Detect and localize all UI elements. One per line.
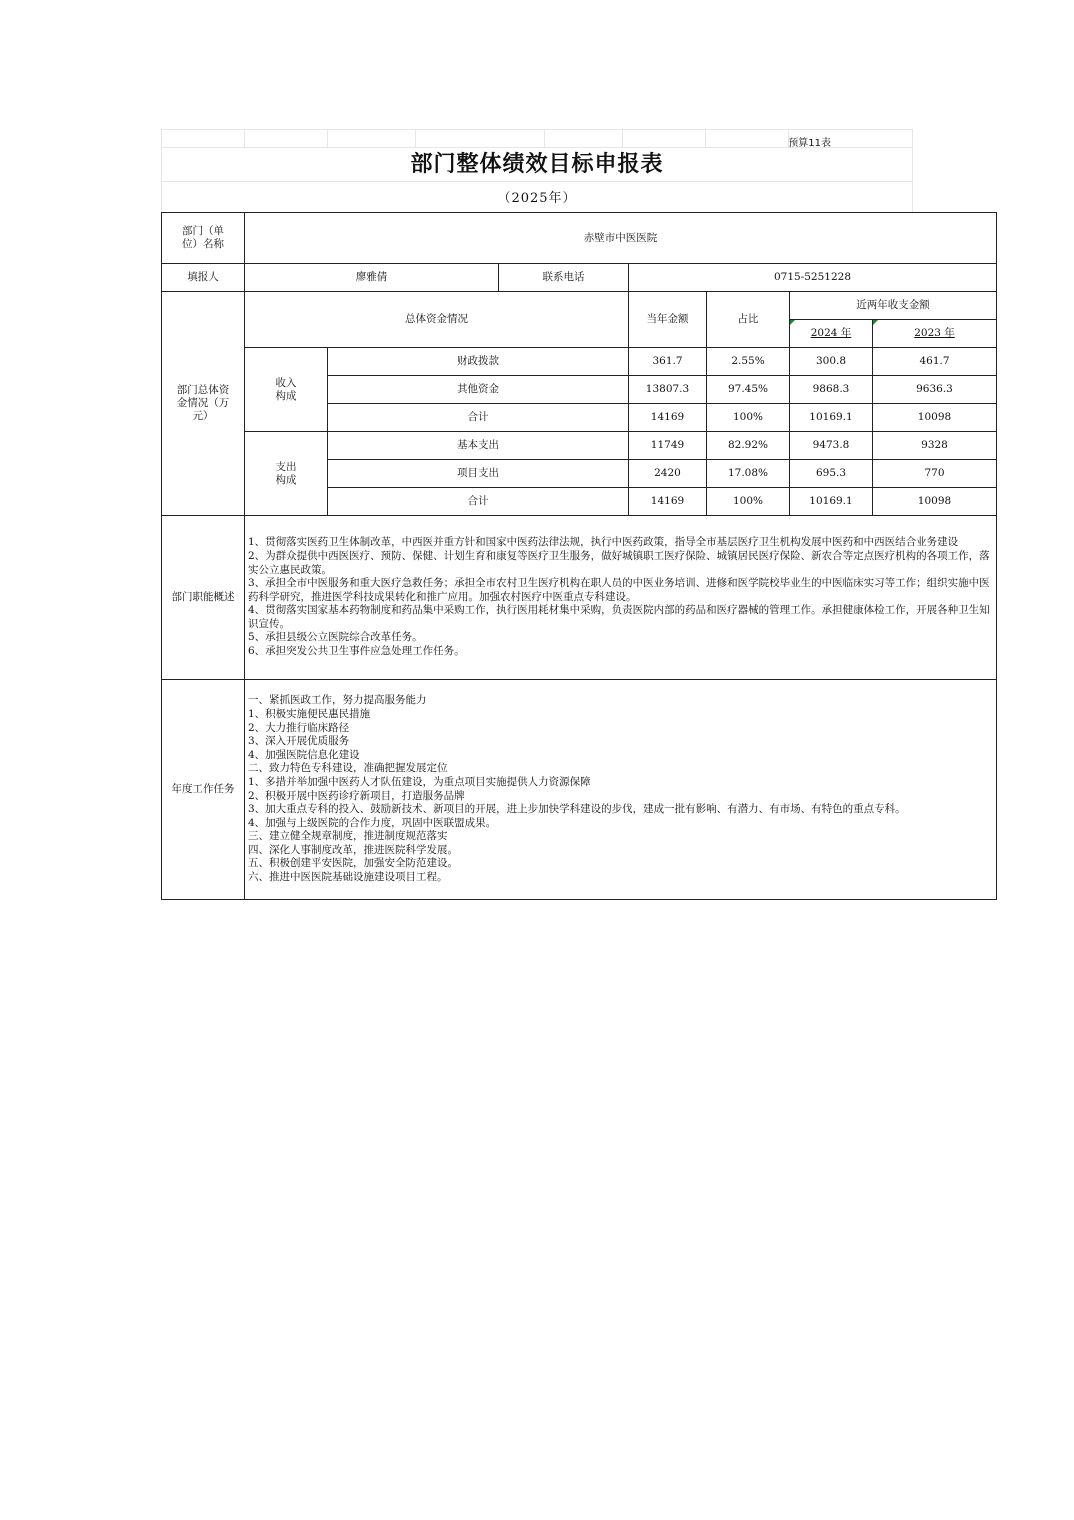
form-number: 预算11表 — [788, 138, 831, 149]
filer-label: 填报人 — [162, 264, 245, 292]
report-year: （2025年） — [497, 191, 577, 206]
row-2023: 10098 — [873, 404, 997, 432]
current-amount-header: 当年金额 — [629, 292, 707, 348]
expense-label: 支出构成 — [245, 432, 328, 516]
phone-value: 0715-5251228 — [629, 264, 997, 292]
row-name: 合计 — [328, 488, 629, 516]
filer-name: 廖雅倩 — [245, 264, 499, 292]
row-2023: 770 — [873, 460, 997, 488]
unit-value: 赤壁市中医医院 — [245, 213, 997, 264]
row-2024: 9473.8 — [790, 432, 873, 460]
row-name: 其他资金 — [328, 376, 629, 404]
row-name: 合计 — [328, 404, 629, 432]
table-row — [162, 432, 997, 460]
row-2023: 9328 — [873, 432, 997, 460]
row-2024: 300.8 — [790, 348, 873, 376]
row-2024: 10169.1 — [790, 488, 873, 516]
overall-funds-header: 总体资金情况 — [245, 292, 629, 348]
row-current: 14169 — [629, 488, 707, 516]
row-ratio: 100% — [707, 404, 790, 432]
row-current: 2420 — [629, 460, 707, 488]
tasks-label: 年度工作任务 — [162, 680, 245, 900]
row-current: 361.7 — [629, 348, 707, 376]
row-name: 财政拨款 — [328, 348, 629, 376]
phone-label: 联系电话 — [499, 264, 629, 292]
unit-row — [162, 213, 997, 264]
year-2023-header: 2023 年 — [873, 320, 997, 348]
row-2023: 461.7 — [873, 348, 997, 376]
row-2024: 10169.1 — [790, 404, 873, 432]
unit-label: 部门（单位）名称 — [162, 213, 245, 264]
tasks-row — [162, 680, 997, 900]
row-ratio: 17.08% — [707, 460, 790, 488]
duties-text: 1、贯彻落实医药卫生体制改革，中西医并重方针和国家中医药法律法规，执行中医药政策，指导全市基层医疗卫生机构发展中医药和中西医结合业务建设 2、为群众提供中西医医疗、预防、保健、计划生育和康复等医疗卫生服务，做好城镇职工医疗保险、城镇居民医疗保险、新农合等定点医疗机构的各项工作，落实公立惠民政策。 3、承担全市中医服务和重大医疗急救任务；承担全市农村卫生医疗机构在职人员的中医业务培训、进修和医学院校毕业生的中医临床实习等工作；组织实施中医药科学研究，推进医学科技成果转化和推广应用。加强农村医疗中医重点专科建设。 4、贯彻落实国家基本药物制度和药品集中采购工作，执行医用耗材集中采购，负责医院内部的药品和医疗器械的管理工作。承担健康体检工作，开展各种卫生知识宣传。 5、承担县级公立医院综合改革任务。 6、承担突发公共卫生事件应急处理工作任务。 — [245, 516, 997, 680]
row-name: 基本支出 — [328, 432, 629, 460]
tasks-text: 一、紧抓医政工作，努力提高服务能力 1、积极实施便民惠民措施 2、大力推行临床路径 3、深入开展优质服务 4、加强医院信息化建设 二、致力特色专科建设，准确把握发展定位 1、多措并举加强中医药人才队伍建设，为重点项目实施提供人力资源保障 2、积极开展中医药诊疗新项目，打造服务品牌 3、加大重点专科的投入、鼓励新技术、新项目的开展，进上步加快学科建设的步伐，建成一批有影响、有潜力、有市场、有特色的重点专科。 4、加强与上级医院的合作力度，巩固中医联盟成果。 三、建立健全规章制度，推进制度规范落实 四、深化人事制度改革，推进医院科学发展。 五、积极创建平安医院，加强安全防范建设。 六、推进中医医院基础设施建设项目工程。 — [245, 680, 997, 900]
row-2024: 695.3 — [790, 460, 873, 488]
year-2024-header: 2024 年 — [790, 320, 873, 348]
table-row — [162, 348, 997, 376]
performance-table — [161, 212, 997, 900]
row-ratio: 100% — [707, 488, 790, 516]
funds-section-label: 部门总体资金情况（万元） — [162, 292, 245, 516]
page-title: 部门整体绩效目标申报表 — [410, 151, 664, 177]
ratio-header: 占比 — [707, 292, 790, 348]
row-2023: 9636.3 — [873, 376, 997, 404]
duties-label: 部门职能概述 — [162, 516, 245, 680]
income-label: 收入构成 — [245, 348, 328, 432]
row-2024: 9868.3 — [790, 376, 873, 404]
row-name: 项目支出 — [328, 460, 629, 488]
recent-years-header: 近两年收支金额 — [790, 292, 997, 320]
filer-row — [162, 264, 997, 292]
row-current: 14169 — [629, 404, 707, 432]
funds-header-row — [162, 292, 997, 320]
row-current: 11749 — [629, 432, 707, 460]
row-2023: 10098 — [873, 488, 997, 516]
row-current: 13807.3 — [629, 376, 707, 404]
row-ratio: 97.45% — [707, 376, 790, 404]
row-ratio: 82.92% — [707, 432, 790, 460]
duties-row — [162, 516, 997, 680]
row-ratio: 2.55% — [707, 348, 790, 376]
